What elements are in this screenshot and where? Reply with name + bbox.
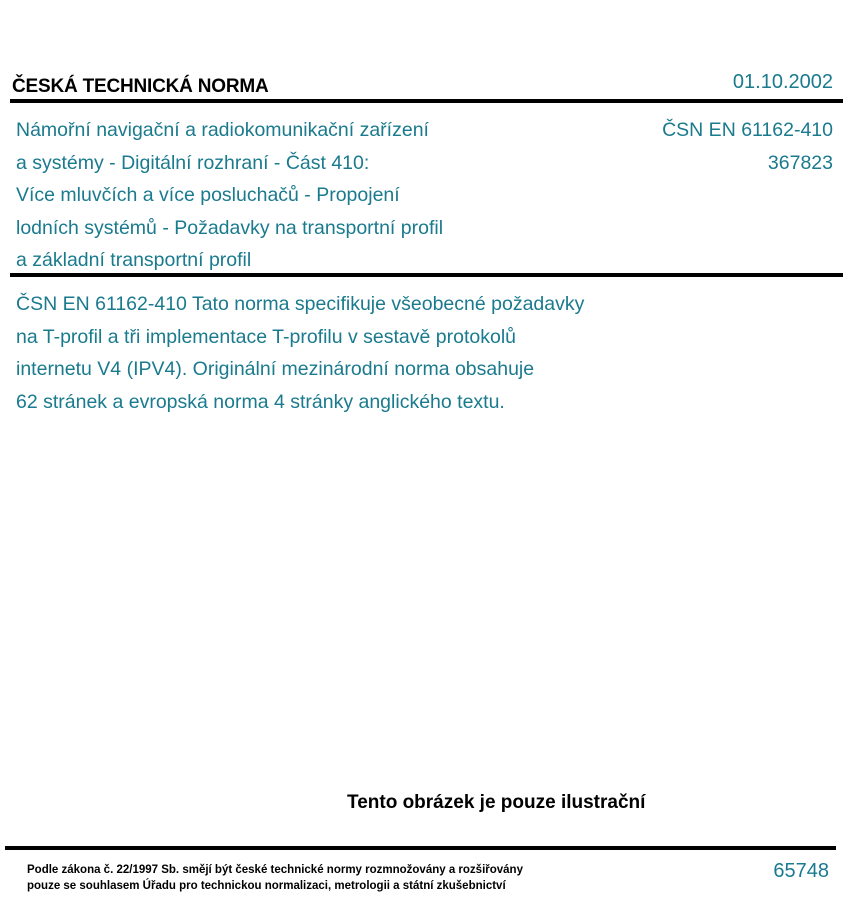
standard-title-line: a základní transportní profil bbox=[16, 249, 252, 271]
legal-notice-line: pouze se souhlasem Úřadu pro technickou normalizaci, metrologii a státní zkušebnictví bbox=[27, 880, 506, 892]
footer-divider bbox=[5, 846, 836, 850]
abstract-line: 62 stránek a evropská norma 4 stránky anglického textu. bbox=[16, 390, 505, 413]
standard-title bbox=[16, 114, 443, 277]
legal-notice bbox=[27, 862, 523, 894]
abstract-line: na T-profil a tři implementace T-profilu v sestavě protokolů bbox=[16, 325, 517, 348]
standard-title-line: Námořní navigační a radiokomunikační zařízení bbox=[16, 119, 429, 141]
legal-notice-line: Podle zákona č. 22/1997 Sb. smějí být české technické normy rozmnožovány a rozšiřovány bbox=[27, 864, 523, 876]
standard-title-line: a systémy - Digitální rozhraní - Část 410: bbox=[16, 151, 370, 174]
abstract-line: internetu V4 (IPV4). Originální mezinárodní norma obsahuje bbox=[16, 358, 535, 380]
header-divider bbox=[10, 99, 843, 103]
catalog-number: 65748 bbox=[773, 860, 829, 882]
standard-title-line: Více mluvčích a více posluchačů - Propojení bbox=[16, 184, 400, 206]
abstract-line: ČSN EN 61162-410 Tato norma specifikuje všeobecné požadavky bbox=[16, 293, 585, 315]
publication-date: 01.10.2002 bbox=[732, 71, 833, 93]
title-divider bbox=[10, 273, 843, 277]
document-type-heading: ČESKÁ TECHNICKÁ NORMA bbox=[12, 76, 269, 97]
abstract-text bbox=[16, 288, 584, 418]
classification-number: 367823 bbox=[767, 151, 833, 174]
standard-identifier bbox=[662, 114, 833, 179]
standard-code: ČSN EN 61162-410 bbox=[662, 119, 833, 141]
illustration-notice: Tento obrázek je pouze ilustrační bbox=[347, 792, 646, 813]
standard-title-line: lodních systémů - Požadavky na transportní profil bbox=[16, 216, 444, 239]
